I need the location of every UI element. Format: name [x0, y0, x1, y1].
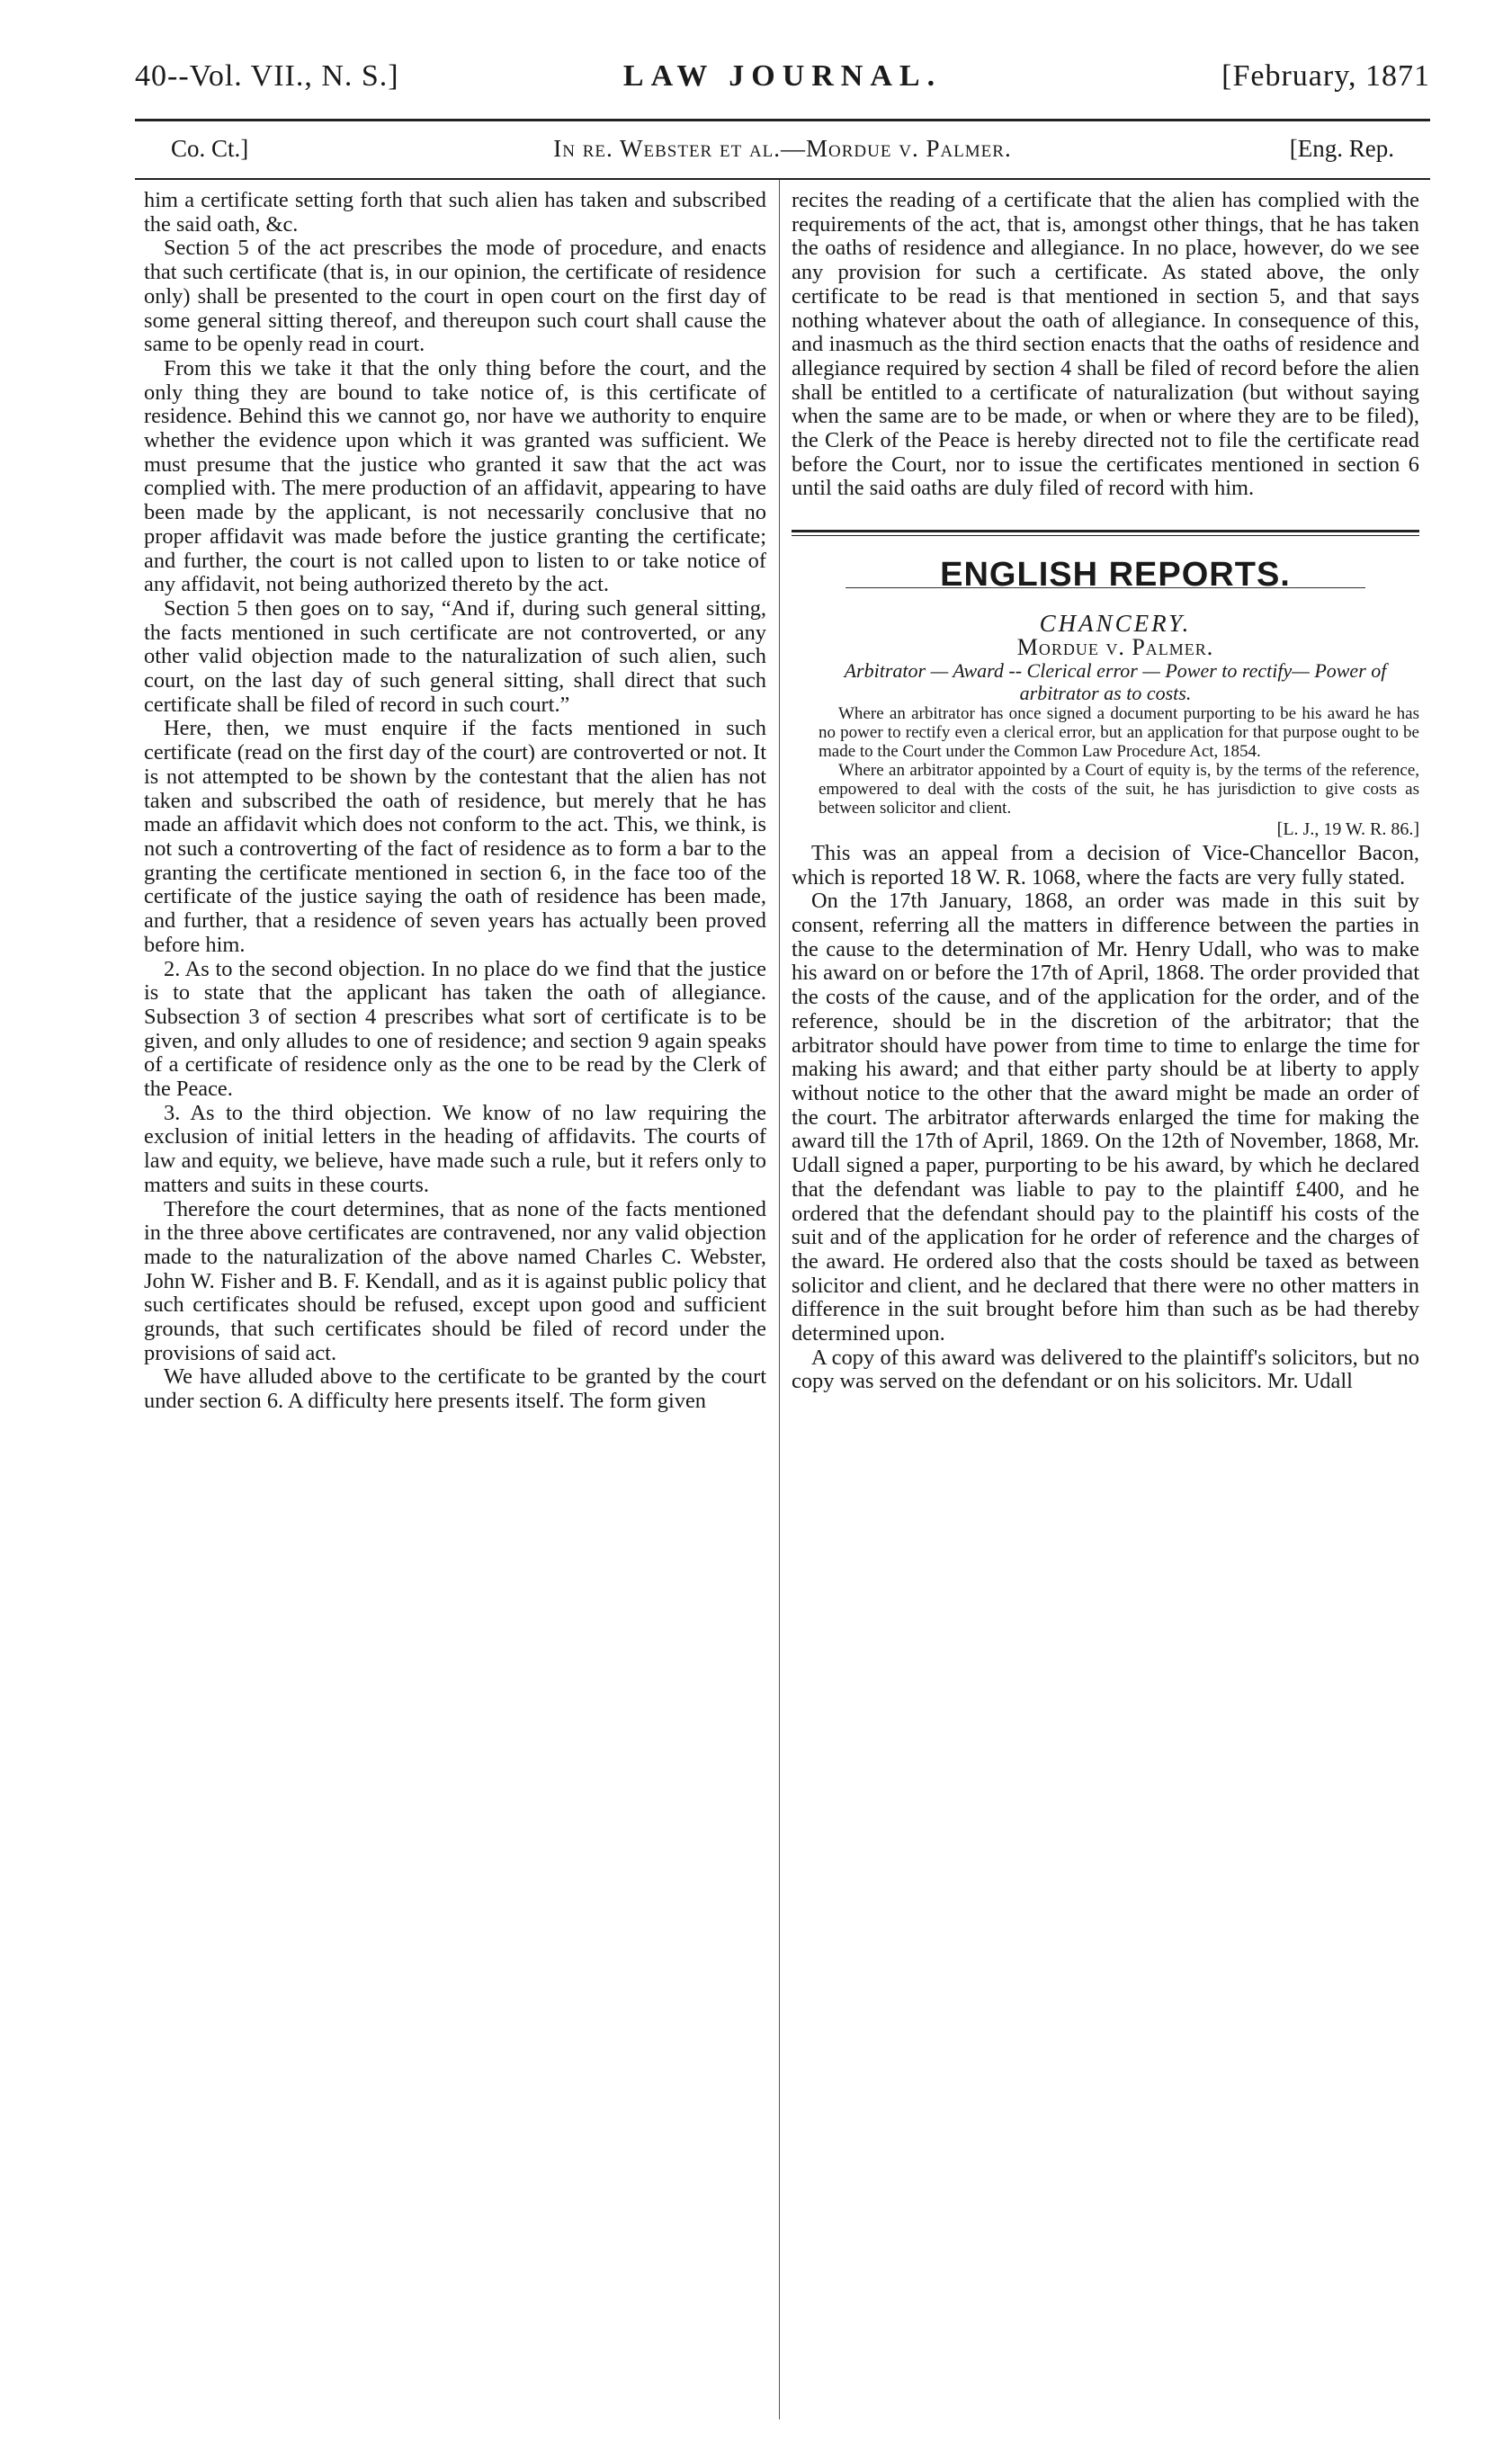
subheader-rule	[135, 178, 1430, 180]
case-names: In re. Webster et al.—Mordue v. Palmer.	[553, 135, 1012, 162]
paragraph: recites the reading of a certificate that the alien has complied with the requirements of the act, that is, amongst other things, that he has taken the oaths of residence and allegiance. In no place, however, do we see any provision for such a certificate. As stated above, the only certificate to be read is that mentioned in section 5, and that says nothing whatever about the oath of allegiance. In consequence of this, and inasmuch as the third section enacts that the oaths of residence and allegiance required by section 4 shall be filed of record before the alien shall be entitled to a certificate of naturalization (but without saying when the same are to be made, or when or where they are to be filed), the Clerk of the Peace is hereby directed not to file the certificate read before the Court, nor to issue the certificates mentioned in section 6 until the said oaths are duly filed of record with him.	[792, 188, 1419, 501]
report-series: [Eng. Rep.	[1289, 135, 1394, 162]
case-header	[135, 135, 1430, 171]
volume-label: 40--Vol. VII., N. S.]	[135, 59, 399, 93]
court-name: CHANCERY.	[1039, 609, 1192, 637]
journal-title: LAW JOURNAL.	[622, 59, 943, 93]
header-rule	[135, 119, 1430, 121]
issue-date: [February, 1871	[1221, 59, 1430, 93]
paragraph: Section 5 of the act prescribes the mode of procedure, and enacts that such certificate (that is, in our opinion, the certificate of residence only) shall be presented to the court in open court on the first day of some general sitting thereof, and thereupon such court shall cause the same to be openly read in court.	[144, 236, 766, 357]
paragraph: him a certificate setting forth that such alien has taken and subscribed the said oath, &c.	[144, 188, 766, 237]
catchwords: Arbitrator — Award -- Clerical error — Power to rectify— Power of arbitrator as to costs.	[844, 659, 1387, 705]
court-abbrev: Co. Ct.]	[171, 135, 249, 162]
section-rule	[792, 530, 1419, 536]
case-title: Mordue v. Palmer.	[1016, 633, 1214, 660]
running-header	[135, 59, 1430, 103]
paragraph: 2. As to the second objection. In no place do we find that the justice is to state that the applicant has taken the oath of allegiance. Subsection 3 of section 4 prescribes what sort of certificate is to be given, and only alludes to one of residence; and section 9 again speaks of a certificate of residence only as the one to be read by the Clerk of the Peace.	[144, 956, 766, 1102]
section-title: ENGLISH REPORTS.	[940, 556, 1291, 595]
headnote: Where an arbitrator appointed by a Court of equity is, by the terms of the reference, empowered to deal with the costs of the suit, he has jurisdiction to give costs as between solicitor and client.	[819, 761, 1419, 818]
paragraph: From this we take it that the only thing before the court, and the only thing they are bound to take notice of, is this certificate of residence. Behind this we cannot go, nor have we authority to enquire whether the evidence upon which it was granted was sufficient. We must presume that the justice who granted it saw that the act was complied with. The mere production of an affidavit, appearing to have been made by the applicant, is not necessarily conclusive that no proper affidavit was made before the justice granting the certificate; and further, the court is not called upon to listen to or take notice of any affidavit, not being authorized thereto by the act.	[144, 355, 766, 597]
citation: [L. J., 19 W. R. 86.]	[1276, 819, 1419, 840]
right-column	[792, 189, 1419, 1394]
paragraph: Therefore the court determines, that as none of the facts mentioned in the three above certificates are contravened, nor any valid objection made to the naturalization of the above named Charles C. Webster, John W. Fisher and B. F. Kendall, and as it is against public policy that such certificates should be refused, except upon good and sufficient grounds, that such certificates should be filed of record under the provisions of said act.	[144, 1196, 766, 1365]
paragraph: This was an appeal from a decision of Vice-Chancellor Bacon, which is reported 18 W. R. 1068, where the facts are very fully stated.	[792, 840, 1419, 890]
paragraph: Section 5 then goes on to say, “And if, during such general sitting, the facts mentioned in such certificate are not controverted, or any other valid objection made to the naturalization of such alien, such court, on the last day of such general sitting, shall direct that such certificate shall be filed of record in such court.”	[144, 595, 766, 717]
paragraph: A copy of this award was delivered to the plaintiff's solicitors, but no copy was served on the defendant or on his solicitors. Mr. Udall	[792, 1345, 1419, 1394]
headnote: Where an arbitrator has once signed a document purporting to be his award he has no power to rectify even a clerical error, but an application for that purpose ought to be made to the Court under the Common Law Procedure Act, 1854.	[819, 704, 1419, 762]
left-column	[144, 189, 766, 1414]
paragraph: On the 17th January, 1868, an order was made in this suit by consent, referring all the matters in difference between the parties in the cause to the determination of Mr. Henry Udall, who was to make his award on or before the 17th of April, 1868. The order provided that the costs of the cause, and of the application for the order, and of the reference, should be in the discretion of the arbitrator; that the arbitrator should have power from time to time to enlarge the time for making his award; and that either party should be at liberty to apply without notice to the other that the award might be made an order of the court. The arbitrator afterwards enlarged the time for making the award till the 17th of April, 1869. On the 12th of November, 1868, Mr. Udall signed a paper, purporting to be his award, by which he declared that the defendant was liable to pay to the plaintiff £400, and he ordered that the defendant should pay to the plaintiff his costs of the suit and of the application for he order of reference and the charges of the award. He ordered also that the costs should be taxed as between solicitor and client, and he declared that there were no other matters in difference in the suit brought before him than such as be had thereby determined upon.	[792, 889, 1419, 1346]
column-divider	[779, 180, 780, 2419]
paragraph: 3. As to the third objection. We know of no law requiring the exclusion of initial letters in the heading of affidavits. The courts of law and equity, we believe, have made such a rule, but it refers only to matters and suits in these courts.	[144, 1100, 766, 1197]
paragraph: We have alluded above to the certificate to be granted by the court under section 6. A difficulty here presents itself. The form given	[144, 1364, 766, 1414]
paragraph: Here, then, we must enquire if the facts mentioned in such certificate (read on the first day of the court) are controverted or not. It is not attempted to be shown by the contestant that the alien has not taken and subscribed the oath of residence, but merely that he has made an affidavit which does not conform to the act. This, we think, is not such a controverting of the fact of residence as to form a bar to the granting the certificate mentioned in section 6, in the face too of the certificate of the justice saying the oath of residence has been made, and further, that a residence of seven years has actually been proved before him.	[144, 716, 766, 957]
